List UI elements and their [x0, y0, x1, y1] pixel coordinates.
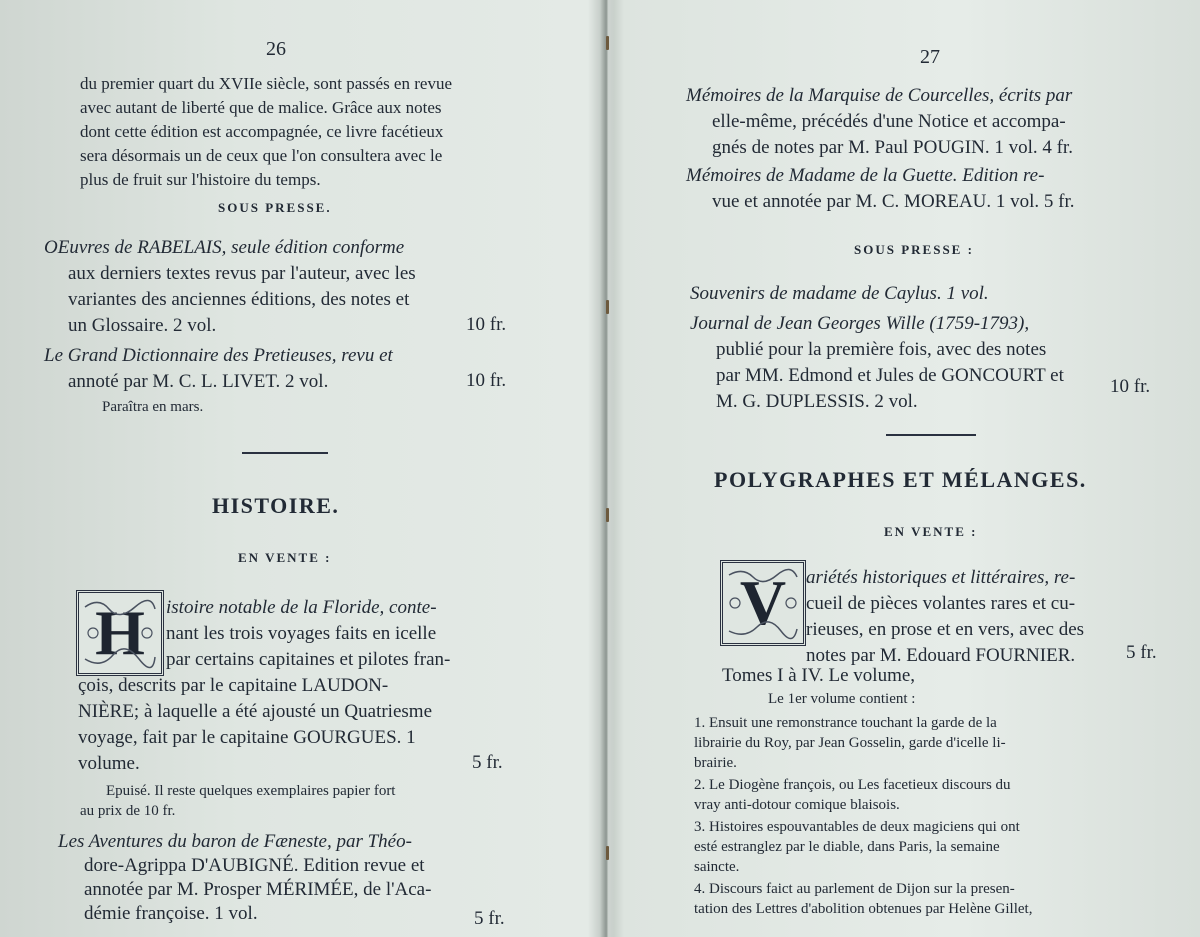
entry-line: Souvenirs de madame de Caylus. 1 vol.: [690, 283, 989, 304]
ornament-icon: [723, 563, 803, 643]
entry-line: Journal de Jean Georges Wille (1759-1793),: [690, 313, 1030, 334]
price: 10 fr.: [466, 314, 507, 335]
entry-line: çois, descrits par le capitaine LAUDON-: [78, 675, 389, 696]
note: au prix de 10 fr.: [80, 803, 176, 819]
entry-line: aux derniers textes revus par l'auteur, avec les: [68, 263, 416, 284]
entry-line: nant les trois voyages faits en icelle: [166, 623, 437, 644]
ornament-icon: [79, 593, 161, 673]
entry-line: Le Grand Dictionnaire des Pretieuses, revu et: [44, 345, 393, 366]
binding-thread: [606, 846, 609, 860]
entry-line: notes par M. Edouard FOURNIER.: [806, 645, 1076, 666]
price: 5 fr.: [474, 908, 505, 929]
price: 5 fr.: [472, 752, 503, 773]
entry-line: volume.: [78, 753, 140, 774]
price: 10 fr.: [466, 370, 507, 391]
decorated-initial: [76, 590, 164, 676]
entry-line: rieuses, en prose et en vers, avec des: [806, 619, 1085, 640]
contents-line: 2. Le Diogène françois, ou Les facetieux discours du: [694, 777, 1011, 793]
entry-line: cueil de pièces volantes rares et cu-: [806, 593, 1076, 614]
entry-line: istoire notable de la Floride, conte-: [166, 597, 437, 618]
entry-line: par MM. Edmond et Jules de GONCOURT et: [716, 365, 1064, 386]
text-line: avec autant de liberté que de malice. Grâce aux notes: [80, 98, 442, 117]
entry-line: M. G. DUPLESSIS. 2 vol.: [716, 391, 918, 412]
entry-line: Tomes I à IV. Le volume,: [722, 665, 916, 686]
contents-line: 4. Discours faict au parlement de Dijon sur la presen-: [694, 881, 1015, 897]
entry-line: voyage, fait par le capitaine GOURGUES. 1: [78, 727, 416, 748]
page-number: 26: [266, 38, 286, 60]
note: Paraîtra en mars.: [102, 399, 204, 415]
decorated-initial: [720, 560, 806, 646]
entry-line: démie françoise. 1 vol.: [84, 903, 258, 924]
entry-line: annoté par M. C. L. LIVET. 2 vol.: [68, 371, 329, 392]
divider: [886, 434, 976, 436]
section-subheading: EN VENTE :: [238, 550, 332, 565]
entry-line: ariétés historiques et littéraires, re-: [806, 567, 1076, 588]
contents-line: saincte.: [694, 859, 740, 875]
price: 5 fr.: [1126, 642, 1157, 663]
text-line: plus de fruit sur l'histoire du temps.: [80, 170, 321, 189]
section-subheading: SOUS PRESSE :: [854, 242, 974, 257]
text-line: sera désormais un de ceux que l'on consultera avec le: [80, 146, 443, 165]
note: Epuisé. Il reste quelques exemplaires papier fort: [106, 783, 396, 799]
binding-thread: [606, 508, 609, 522]
contents-line: 3. Histoires espouvantables de deux magiciens qui ont: [694, 819, 1020, 835]
text-line: dont cette édition est accompagnée, ce livre facétieux: [80, 122, 444, 141]
entry-line: elle-même, précédés d'une Notice et accompa-: [712, 111, 1066, 132]
entry-line: Les Aventures du baron de Fæneste, par Théo-: [58, 831, 412, 852]
contents-line: tation des Lettres d'abolition obtenues par Helène Gillet,: [694, 901, 1033, 917]
entry-line: un Glossaire. 2 vol.: [68, 315, 217, 336]
section-title: POLYGRAPHES ET MÉLANGES.: [714, 467, 1087, 492]
right-page: [610, 0, 1200, 937]
entry-line: publié pour la première fois, avec des notes: [716, 339, 1047, 360]
page-number: 27: [920, 46, 940, 68]
section-title: HISTOIRE.: [212, 493, 340, 518]
entry-line: Mémoires de Madame de la Guette. Edition re-: [686, 165, 1045, 186]
contents-line: esté estranglez par le diable, dans Paris, la semaine: [694, 839, 1000, 855]
binding-thread: [606, 36, 609, 50]
contents-line: 1. Ensuit une remonstrance touchant la garde de la: [694, 715, 997, 731]
contents-line: brairie.: [694, 755, 737, 771]
binding-thread: [606, 300, 609, 314]
entry-line: NIÈRE; à laquelle a été ajousté un Quatriesme: [78, 701, 433, 722]
entry-line: variantes des anciennes éditions, des notes et: [68, 289, 410, 310]
entry-line: gnés de notes par M. Paul POUGIN. 1 vol. 4 fr.: [712, 137, 1073, 158]
section-subheading: EN VENTE :: [884, 524, 978, 539]
price: 10 fr.: [1110, 376, 1151, 397]
entry-line: OEuvres de RABELAIS, seule édition conforme: [44, 237, 405, 258]
contents-line: librairie du Roy, par Jean Gosselin, garde d'icelle li-: [694, 735, 1006, 751]
entry-line: Mémoires de la Marquise de Courcelles, écrits par: [686, 85, 1073, 106]
section-subheading: SOUS PRESSE.: [218, 200, 332, 215]
contents-line: vray anti-dotour comique blaisois.: [694, 797, 900, 813]
text-line: du premier quart du XVIIe siècle, sont passés en revue: [80, 74, 452, 93]
entry-line: vue et annotée par M. C. MOREAU. 1 vol. 5 fr.: [712, 191, 1075, 212]
contents-intro: Le 1er volume contient :: [768, 691, 916, 707]
entry-line: annotée par M. Prosper MÉRIMÉE, de l'Aca-: [84, 879, 432, 900]
divider: [242, 452, 328, 454]
initial-letter: V: [739, 567, 787, 638]
initial-letter: H: [95, 597, 145, 668]
entry-line: dore-Agrippa D'AUBIGNÉ. Edition revue et: [84, 855, 425, 876]
entry-line: par certains capitaines et pilotes fran-: [166, 649, 451, 670]
